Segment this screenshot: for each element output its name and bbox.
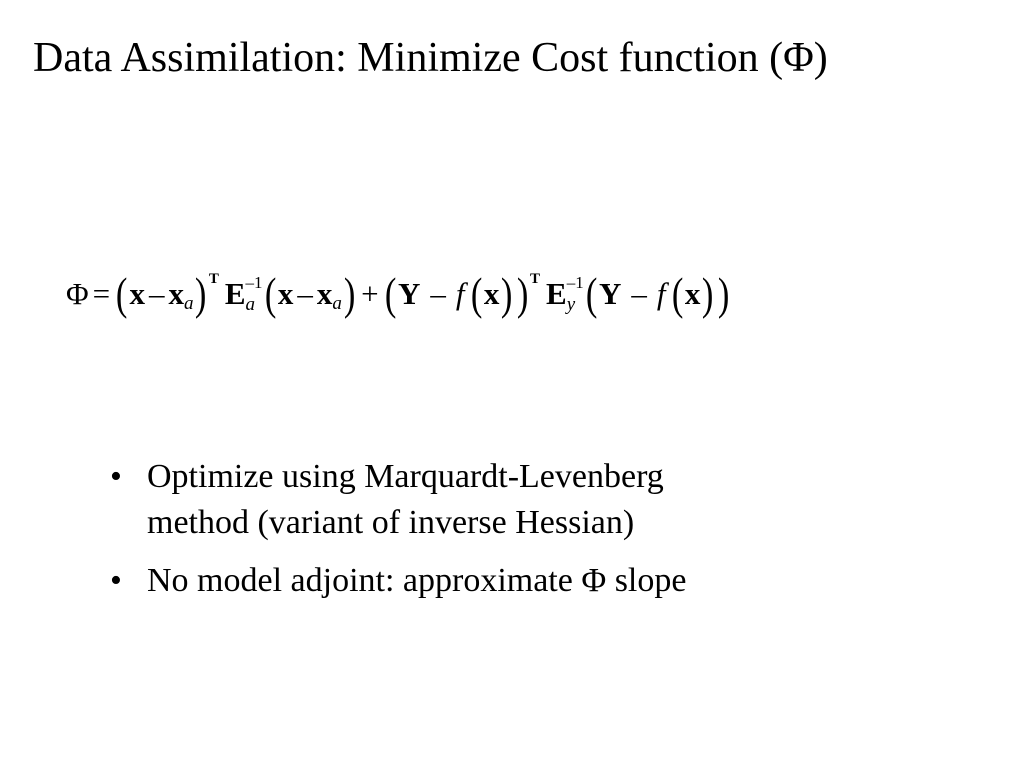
- eq-sub-a-2: a: [245, 294, 256, 315]
- eq-rparen-2: ): [343, 268, 356, 319]
- eq-rparen-6: ): [717, 268, 730, 319]
- bullet-text-line: method (variant of inverse Hessian): [147, 504, 635, 541]
- eq-rparen-4: ): [516, 268, 529, 319]
- eq-E-1: E: [224, 276, 246, 311]
- bullet-text-line: Optimize using Marquardt-Levenberg: [147, 458, 664, 495]
- cost-function-equation: [66, 254, 966, 334]
- eq-lparen-6: (: [671, 268, 683, 319]
- eq-plus: +: [361, 276, 379, 311]
- eq-x-5: x: [483, 276, 500, 311]
- bullet-list: [110, 454, 990, 616]
- eq-inverse-2: –1: [566, 273, 584, 292]
- eq-E-2: E: [546, 276, 567, 311]
- eq-x-3: x: [277, 276, 294, 311]
- eq-sub-y: y: [566, 294, 576, 315]
- eq-rparen-3: ): [501, 268, 513, 319]
- bullet-item-adjoint: [110, 558, 990, 604]
- eq-f-2: f: [656, 276, 666, 311]
- eq-x-4: x: [316, 276, 333, 311]
- eq-rparen-1: ): [195, 268, 207, 319]
- eq-equals: =: [92, 276, 111, 311]
- bullet-marker: •: [110, 562, 122, 599]
- eq-Y-1: Y: [397, 276, 421, 311]
- bullet-text-line: No model adjoint: approximate Φ slope: [147, 562, 687, 599]
- eq-lparen-4: (: [470, 268, 482, 319]
- eq-x-2: x: [168, 276, 184, 311]
- eq-minus-4: –: [631, 276, 647, 311]
- eq-phi-symbol: Φ: [66, 276, 89, 311]
- eq-Y-2: Y: [599, 276, 622, 311]
- eq-transpose-1: T: [208, 271, 219, 287]
- eq-sub-a-3: a: [332, 293, 342, 314]
- eq-x-6: x: [684, 276, 701, 311]
- eq-minus-1: –: [148, 276, 165, 311]
- eq-lparen-3: (: [384, 268, 397, 319]
- eq-lparen-5: (: [585, 268, 598, 319]
- equation-row: [66, 254, 966, 334]
- eq-transpose-2: T: [529, 271, 540, 287]
- eq-lparen-2: (: [264, 268, 276, 319]
- eq-minus-3: –: [430, 276, 446, 311]
- eq-x-1: x: [129, 276, 145, 311]
- eq-f-1: f: [455, 276, 465, 311]
- eq-E-a-indices: [245, 273, 263, 315]
- eq-minus-2: –: [297, 276, 313, 311]
- eq-sub-a-1: a: [183, 293, 194, 314]
- eq-lparen-1: (: [116, 268, 128, 319]
- slide-title: Data Assimilation: Minimize Cost function (Φ): [33, 35, 828, 81]
- eq-E-y-indices: [566, 273, 584, 315]
- eq-rparen-5: ): [702, 268, 714, 319]
- eq-inverse-1: –1: [245, 273, 263, 292]
- bullet-item-optimize: [110, 454, 990, 546]
- bullet-marker: •: [110, 458, 122, 495]
